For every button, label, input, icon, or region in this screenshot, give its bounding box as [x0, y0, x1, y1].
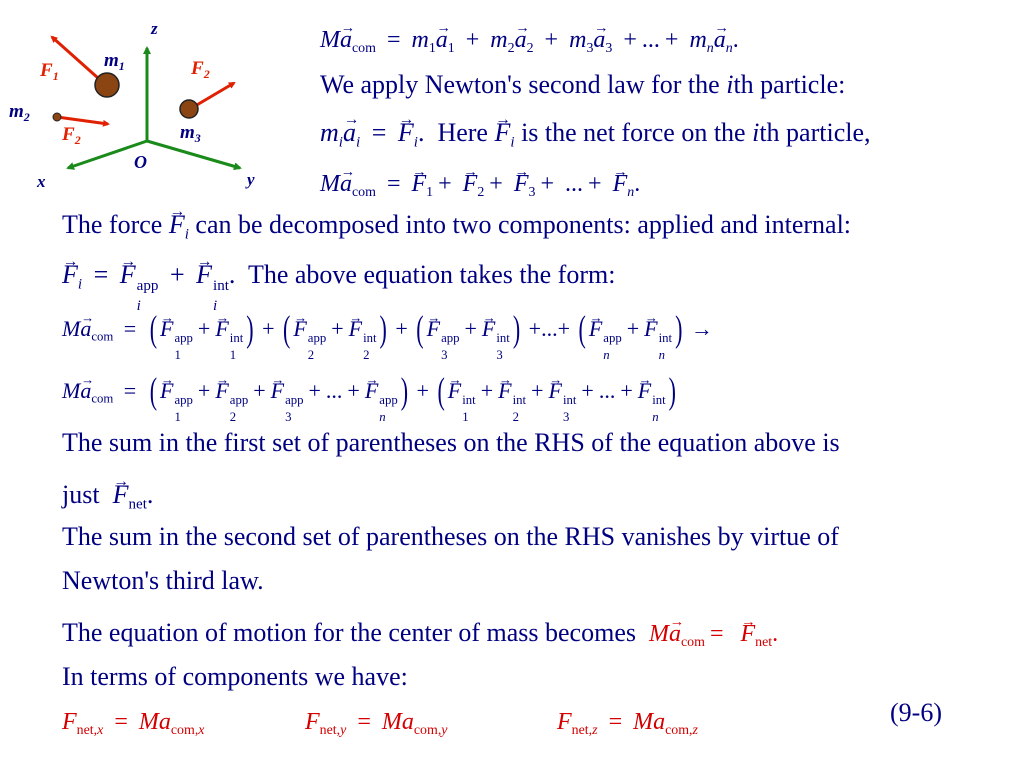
- force-f1-arrow: [52, 37, 98, 78]
- equation-of-motion-text: The equation of motion for the center of mass becomes $M\to a_{com}$ = → $F_{net}$.: [62, 620, 778, 650]
- components-intro-text: In terms of components we have:: [62, 662, 408, 691]
- equation-grouped-sums: $M\to a_{com}$ = (→ F app 1 +→ F app 2 +→ F app 3 + ... +→ F app n ) + (→ F int 1 +→ F int 2 +→ F int 3 + ... +→ F int n ): [62, 380, 679, 425]
- y-axis: [147, 141, 240, 168]
- mass-m2: [53, 113, 61, 121]
- f2b-label: $F_2$: [62, 124, 81, 147]
- force-decomposition-equation: → $F_i$ = → F app i + → F int i . The above equation takes the form:: [62, 262, 615, 314]
- z-axis-label: z: [151, 19, 158, 38]
- mass-m3: [180, 100, 198, 118]
- force-f2b-arrow: [57, 117, 108, 124]
- origin-label: O: [134, 152, 147, 172]
- newton-intro-text: We apply Newton's second law for the ith particle:: [320, 70, 846, 99]
- m3-label: $m_3$: [180, 122, 201, 145]
- equation-force-sum: $M\to a_{com}$ = → $F_1$ + → $F_2$ + → $F_3$ + ... + → $F_n$.: [320, 172, 640, 200]
- sum-second-parentheses-text: The sum in the second set of parentheses on the RHS vanishes by virtue of: [62, 522, 839, 551]
- just-fnet-text: just → $F_{net}$.: [62, 482, 153, 512]
- y-axis-label: y: [247, 170, 255, 189]
- mass-m1: [95, 73, 119, 97]
- x-axis-label: x: [37, 172, 46, 191]
- coordinate-diagram: [0, 0, 300, 205]
- f1-label: $F_1$: [40, 60, 59, 83]
- m2-label: $m_2$: [9, 101, 30, 124]
- equation-mass-accel-sum: $M\to a_{com} = m_1\to a_1 + m_2\to a_2 + m_3\to a_3$ + ... + $m_n\to a_n$.: [320, 28, 739, 56]
- component-equation-x: $F_{net,x} = Ma_{com,x}$: [62, 709, 205, 738]
- equation-expanded-pairs: $M\to a_{com}$ = (→ F app 1 +→ F int 1 ) + (→ F app 2 +→ F int 2 ) + (→ F app 3 +→ F int 3 ) +...+ (→ F app n +→ F int n ) →: [62, 318, 713, 363]
- newton-ith-particle: $m_i\to a_i$ = → $F_i$. Here → $F_i$ is the net force on the ith particle,: [320, 120, 871, 150]
- m1-label: $m_1$: [104, 50, 125, 73]
- equation-number: (9-6): [890, 698, 942, 727]
- sum-first-parentheses-text: The sum in the first set of parentheses on the RHS of the equation above is: [62, 428, 840, 457]
- component-equation-z: $F_{net,z} = Ma_{com,z}$: [557, 709, 698, 738]
- newton-third-law-text: Newton's third law.: [62, 566, 264, 595]
- force-decomposition-text: The force → $F_i$ can be decomposed into two components: applied and internal:: [62, 212, 851, 242]
- component-equation-y: $F_{net,y} = Ma_{com,y}$: [305, 709, 448, 738]
- equation-of-motion: $M\to a_{com}$ = → $F_{net}$.: [649, 621, 778, 647]
- f2-label: $F_2$: [191, 58, 210, 81]
